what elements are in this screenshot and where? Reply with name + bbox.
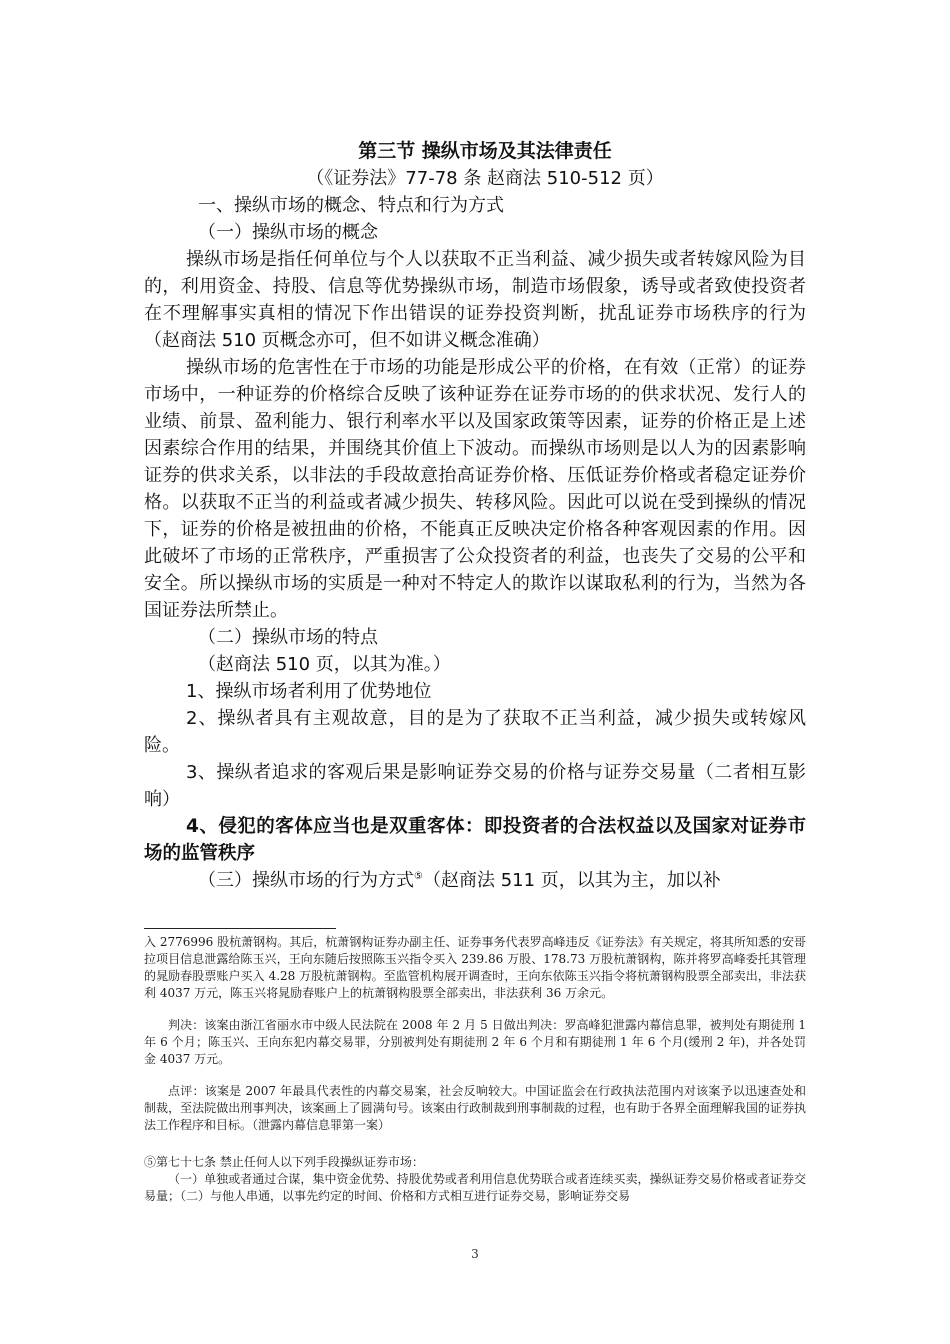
- heading-1-2: （二）操纵市场的特点: [198, 627, 378, 648]
- footnote-5-body: （一）单独或者通过合谋，集中资金优势、持股优势或者利用信息优势联合或者连续买卖，操纵证券交易价格或者证券交易量；（二）与他人串通，以事先约定的时间、价格和方式相互进行证券交易，影响证券交易: [144, 1172, 806, 1203]
- footnote-comment: 点评：该案是 2007 年最具代表性的内幕交易案，社会反响较大。中国证监会在行政执法范围内对该案予以迅速查处和制裁，至法院做出刑事判决，该案画上了圆满句号。该案由行政制裁到刑事制裁的过程，也有助于各界全面理解我国的证券执法工作程序和目标。（泄露内幕信息罪第一案）: [144, 1084, 806, 1132]
- footnote-5-title-text: 第七十七条 禁止任何人以下列手段操纵证券市场：: [156, 1155, 424, 1169]
- feature-item-3: 3、操纵者追求的客观后果是影响证券交易的价格与证券交易量（二者相互影响）: [144, 762, 806, 810]
- section-title: 第三节 操纵市场及其法律责任: [358, 140, 612, 162]
- footnote-5-title: [144, 1154, 806, 1171]
- paragraph-harm: 操纵市场的危害性在于市场的功能是形成公平的价格，在有效（正常）的证券市场中，一种证券的价格综合反映了该种证券在证券市场的的供求状况、发行人的业绩、前景、盈利能力、银行利率水平以及国家政策等因素，证券的价格正是上述因素综合作用的结果，并围绕其价值上下波动。而操纵市场则是以人为的因素影响证券的供求关系，以非法的手段故意抬高证券价格、压低证券价格或者稳定证券价格。以获取不正当的利益或者减少损失、转移风险。因此可以说在受到操纵的情况下，证券的价格是被扭曲的价格，不能真正反映决定价格各种客观因素的作用。因此破坏了市场的正常秩序，严重损害了公众投资者的利益，也丧失了交易的公平和安全。所以操纵市场的实质是一种对不特定人的欺诈以谋取私利的行为，当然为各国证券法所禁止。: [144, 357, 806, 621]
- page-number: 3: [471, 1247, 479, 1261]
- feature-item-2: 2、操纵者具有主观故意，目的是为了获取不正当利益，减少损失或转嫁风险。: [144, 708, 806, 756]
- feature-item-1: 1、操纵市场者利用了优势地位: [186, 681, 432, 702]
- footnote-case-continuation: 入 2776996 股杭萧钢构。其后，杭萧钢构证券办副主任、证券事务代表罗高峰违反《证券法》有关规定，将其所知悉的安哥拉项目信息泄露给陈玉兴，王向东随后按照陈玉兴指令买入 239.86 万股、178.73 万股杭萧钢构，陈并将罗高峰委托其管理的晁励春股票账户买入 4.28 万股杭萧钢构。至监管机构展开调查时，王向东依陈玉兴指令将杭萧钢构股票全部卖出，非法获利 4037 万元，陈玉兴将晁励春账户上的杭萧钢构股票全部卖出，非法获利 36 万余元。: [144, 935, 806, 1000]
- heading-1-3-note: （赵商法 511 页，以其为主，加以补: [422, 870, 721, 891]
- feature-item-4: 4、侵犯的客体应当也是双重客体：即投资者的合法权益以及国家对证券市场的监管秩序: [144, 816, 806, 864]
- main-body: [144, 136, 806, 894]
- footnote-5-marker: ⑤: [144, 1155, 157, 1169]
- footnote-verdict: 判决：该案由浙江省丽水市中级人民法院在 2008 年 2 月 5 日做出判决：罗高峰犯泄露内幕信息罪，被判处有期徒刑 1 年 6 个月；陈玉兴、王向东犯内幕交易罪，分别被判处有期徒刑 2 年 6 个月和有期徒刑 1 年 6 个月(缓刑 2 年)，并各处罚金 4037 万元。: [144, 1018, 806, 1066]
- footnote-separator: [144, 928, 336, 929]
- footnote-ref-5[interactable]: ⑤: [414, 871, 423, 882]
- heading-1-3: [144, 867, 806, 894]
- heading-1-3-label: （三）操纵市场的行为方式: [198, 870, 414, 891]
- footnotes: [144, 934, 806, 1205]
- heading-1-1: （一）操纵市场的概念: [198, 222, 378, 243]
- heading-1: 一、操纵市场的概念、特点和行为方式: [198, 195, 504, 216]
- paragraph-definition: 操纵市场是指任何单位与个人以获取不正当利益、减少损失或者转嫁风险为目的，利用资金、持股、信息等优势操纵市场，制造市场假象，诱导或者致使投资者在不理解事实真相的情况下作出错误的证券投资判断，扰乱证券市场秩序的行为（赵商法 510 页概念亦可，但不如讲义概念准确）: [144, 249, 806, 351]
- section-subtitle: （《证券法》77-78 条 赵商法 510-512 页）: [306, 168, 664, 189]
- heading-1-2-note: （赵商法 510 页，以其为准。）: [198, 654, 451, 675]
